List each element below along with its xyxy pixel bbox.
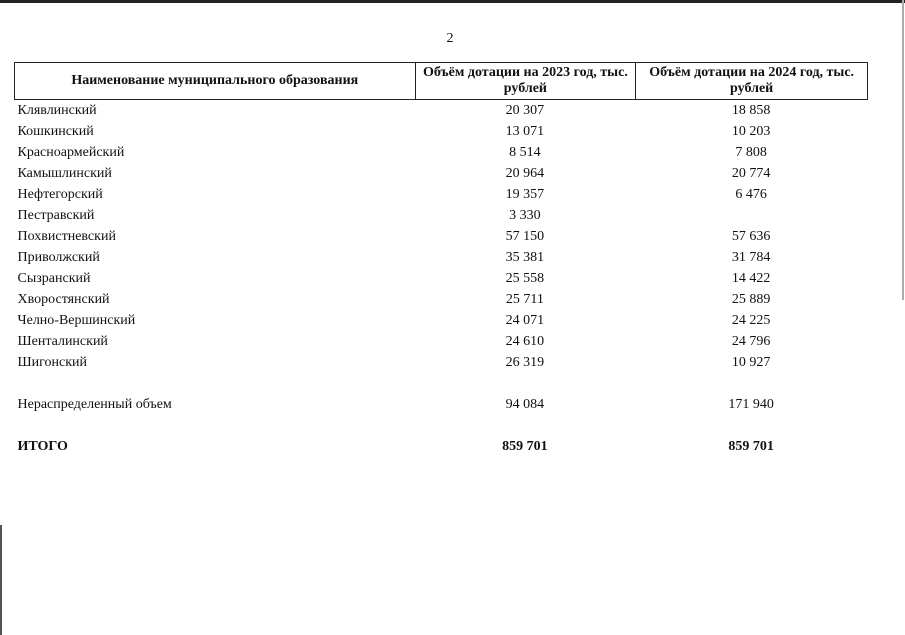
grant-table: [14, 62, 868, 457]
row-name: Шигонский: [17, 355, 88, 370]
row-value-2023: 24 071: [505, 313, 545, 328]
table-row: [15, 310, 868, 331]
row-value-2023: 3 330: [509, 208, 541, 223]
header-2023: Объём дотации на 2023 год, тыс. рублей: [415, 63, 636, 100]
row-name: Клявлинский: [17, 103, 97, 118]
table-row: [15, 247, 868, 268]
table-row: [15, 226, 868, 247]
row-value-2023: 25 711: [505, 292, 544, 307]
header-2024: Объём дотации на 2024 год, тыс. рублей: [636, 63, 868, 100]
table-row: [15, 100, 868, 122]
row-value-2024: 10 203: [731, 124, 771, 139]
total-label: ИТОГО: [17, 439, 68, 454]
unallocated-value-2024: 171 940: [728, 397, 774, 412]
row-name: Похвистневский: [17, 229, 116, 244]
table-row: [15, 205, 868, 226]
table-row: [15, 352, 868, 373]
page-number: 2: [446, 31, 454, 46]
row-name: Шенталинский: [17, 334, 108, 349]
row-name: Красноармейский: [17, 145, 125, 160]
table-row: [15, 289, 868, 310]
row-value-2023: 8 514: [509, 145, 541, 160]
row-value-2023: 25 558: [505, 271, 545, 286]
row-name: Кошкинский: [17, 124, 94, 139]
row-value-2023: 26 319: [505, 355, 545, 370]
total-row: [15, 436, 868, 457]
spacer-row: [15, 373, 868, 394]
scan-edge-right: [902, 0, 904, 300]
row-name: Хворостянский: [17, 292, 110, 307]
table-row: [15, 331, 868, 352]
unallocated-value-2023: 94 084: [505, 397, 545, 412]
row-value-2024: 6 476: [735, 187, 767, 202]
row-value-2023: 35 381: [505, 250, 545, 265]
total-value-2024: 859 701: [728, 439, 774, 454]
row-name: Челно-Вершинский: [17, 313, 136, 328]
row-name: Пестравский: [17, 208, 95, 223]
table-row: [15, 268, 868, 289]
unallocated-row: [15, 394, 868, 415]
row-value-2023: 20 307: [505, 103, 545, 118]
row-value-2024: 18 858: [731, 103, 771, 118]
row-value-2024: 7 808: [735, 145, 767, 160]
row-value-2023: 20 964: [505, 166, 545, 181]
row-value-2023: 24 610: [505, 334, 545, 349]
table-row: [15, 121, 868, 142]
table-body: [15, 100, 868, 458]
row-name: Сызранский: [17, 271, 91, 286]
table-row: [15, 163, 868, 184]
table-header: [15, 63, 868, 100]
row-value-2024: 25 889: [731, 292, 771, 307]
row-value-2023: 57 150: [505, 229, 545, 244]
row-value-2024: 10 927: [731, 355, 771, 370]
row-value-2023: 19 357: [505, 187, 545, 202]
row-name: Нефтегорский: [17, 187, 103, 202]
row-value-2024: 57 636: [731, 229, 771, 244]
spacer-row: [15, 415, 868, 436]
row-name: Камышлинский: [17, 166, 112, 181]
row-value-2023: 13 071: [505, 124, 545, 139]
table-row: [15, 142, 868, 163]
table-row: [15, 184, 868, 205]
scan-edge-left: [0, 525, 2, 635]
row-value-2024: 24 796: [731, 334, 771, 349]
row-value-2024: [636, 205, 868, 226]
row-value-2024: 20 774: [731, 166, 771, 181]
unallocated-label: Нераспределенный объем: [17, 397, 172, 412]
header-name: Наименование муниципального образования: [15, 63, 416, 100]
row-name: Приволжский: [17, 250, 100, 265]
row-value-2024: 14 422: [731, 271, 771, 286]
total-value-2023: 859 701: [502, 439, 548, 454]
row-value-2024: 24 225: [731, 313, 771, 328]
row-value-2024: 31 784: [731, 250, 771, 265]
scan-edge-top: [0, 0, 905, 3]
